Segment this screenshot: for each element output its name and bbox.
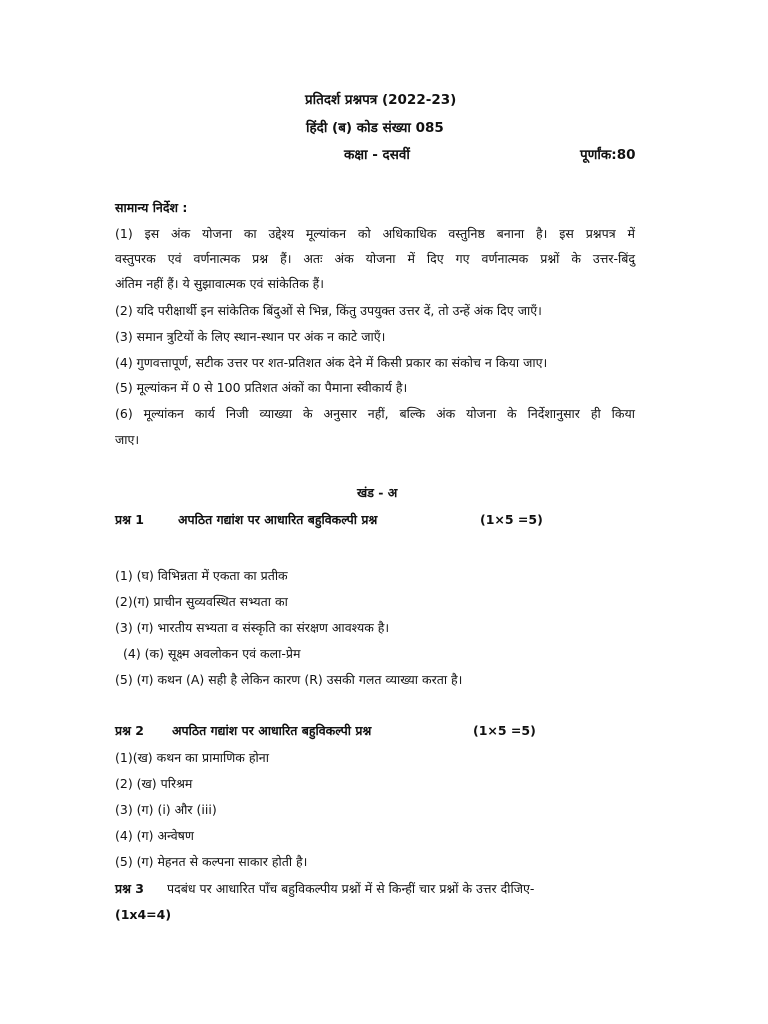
- answer-item: (3) (ग) (i) और (iii): [115, 802, 217, 817]
- instruction-line: अंतिम नहीं हैं। ये सुझावात्मक एवं सांकेतिक हैं।: [115, 276, 325, 291]
- question-1-label: प्रश्न 1: [115, 512, 144, 527]
- answer-item: (5) (ग) मेहनत से कल्पना साकार होती है।: [115, 854, 308, 869]
- instruction-line: (5) मूल्यांकन में 0 से 100 प्रतिशत अंकों का पैमाना स्वीकार्य है।: [115, 380, 408, 395]
- answer-item: (4) (ग) अन्वेषण: [115, 828, 194, 843]
- total-marks: पूर्णांक:80: [580, 147, 636, 163]
- question-3-label: प्रश्न 3: [115, 881, 144, 896]
- instruction-line: (4) गुणवत्तापूर्ण, सटीक उत्तर पर शत-प्रतिशत अंक देने में किसी प्रकार का संकोच न किया जाए।: [115, 355, 548, 370]
- answer-item: (3) (ग) भारतीय सभ्यता व संस्कृति का संरक्षण आवश्यक है।: [115, 620, 390, 635]
- instruction-line: (2) यदि परीक्षार्थी इन सांकेतिक बिंदुओं से भिन्न, किंतु उपयुक्त उत्तर दें, तो उन्हें अंक दिए जाएँ।: [115, 303, 542, 318]
- instruction-line: जाए।: [115, 432, 140, 447]
- answer-item: (1)(ख) कथन का प्रामाणिक होना: [115, 750, 269, 765]
- class-label: कक्षा - दसवीं: [344, 147, 410, 163]
- instruction-line: (3) समान त्रुटियों के लिए स्थान-स्थान पर अंक न काटे जाएँ।: [115, 329, 386, 344]
- document-title: प्रतिदर्श प्रश्नपत्र (2022-23): [305, 92, 457, 108]
- question-2-label: प्रश्न 2: [115, 723, 144, 738]
- question-1-marks: (1×5 =5): [480, 512, 543, 527]
- question-2-text: अपठित गद्यांश पर आधारित बहुविकल्पी प्रश्न: [172, 723, 372, 738]
- question-1-text: अपठित गद्यांश पर आधारित बहुविकल्पी प्रश्न: [178, 512, 378, 527]
- answer-item: (2) (ख) परिश्रम: [115, 776, 193, 791]
- answer-item: (2)(ग) प्राचीन सुव्यवस्थित सभ्यता का: [115, 594, 288, 609]
- instructions-heading: सामान्य निर्देश :: [115, 200, 188, 215]
- section-heading: खंड - अ: [357, 485, 398, 500]
- instruction-line: वस्तुपरक एवं वर्णनात्मक प्रश्न हैं। अतः अंक योजना में दिए गए वर्णनात्मक प्रश्नों के उत्तर-बिंदु: [115, 251, 635, 266]
- answer-item: (5) (ग) कथन (A) सही है लेकिन कारण (R) उसकी गलत व्याख्या करता है।: [115, 672, 463, 687]
- question-3-marks: (1x4=4): [115, 907, 172, 922]
- subject-code: हिंदी (ब) कोड संख्या 085: [306, 120, 444, 136]
- question-3-text: पदबंध पर आधारित पाँच बहुविकल्पीय प्रश्नों में से किन्हीं चार प्रश्नों के उत्तर दीजिए-: [167, 881, 535, 896]
- instruction-line: (1) इस अंक योजना का उद्देश्य मूल्यांकन को अधिकाधिक वस्तुनिष्ठ बनाना है। इस प्रश्नपत्र में: [115, 226, 635, 241]
- answer-item: (4) (क) सूक्ष्म अवलोकन एवं कला-प्रेम: [123, 646, 301, 661]
- answer-item: (1) (घ) विभिन्नता में एकता का प्रतीक: [115, 568, 288, 583]
- question-2-marks: (1×5 =5): [473, 723, 536, 738]
- instruction-line: (6) मूल्यांकन कार्य निजी व्याख्या के अनुसार नहीं, बल्कि अंक योजना के निर्देशानुसार ही किया: [115, 406, 635, 421]
